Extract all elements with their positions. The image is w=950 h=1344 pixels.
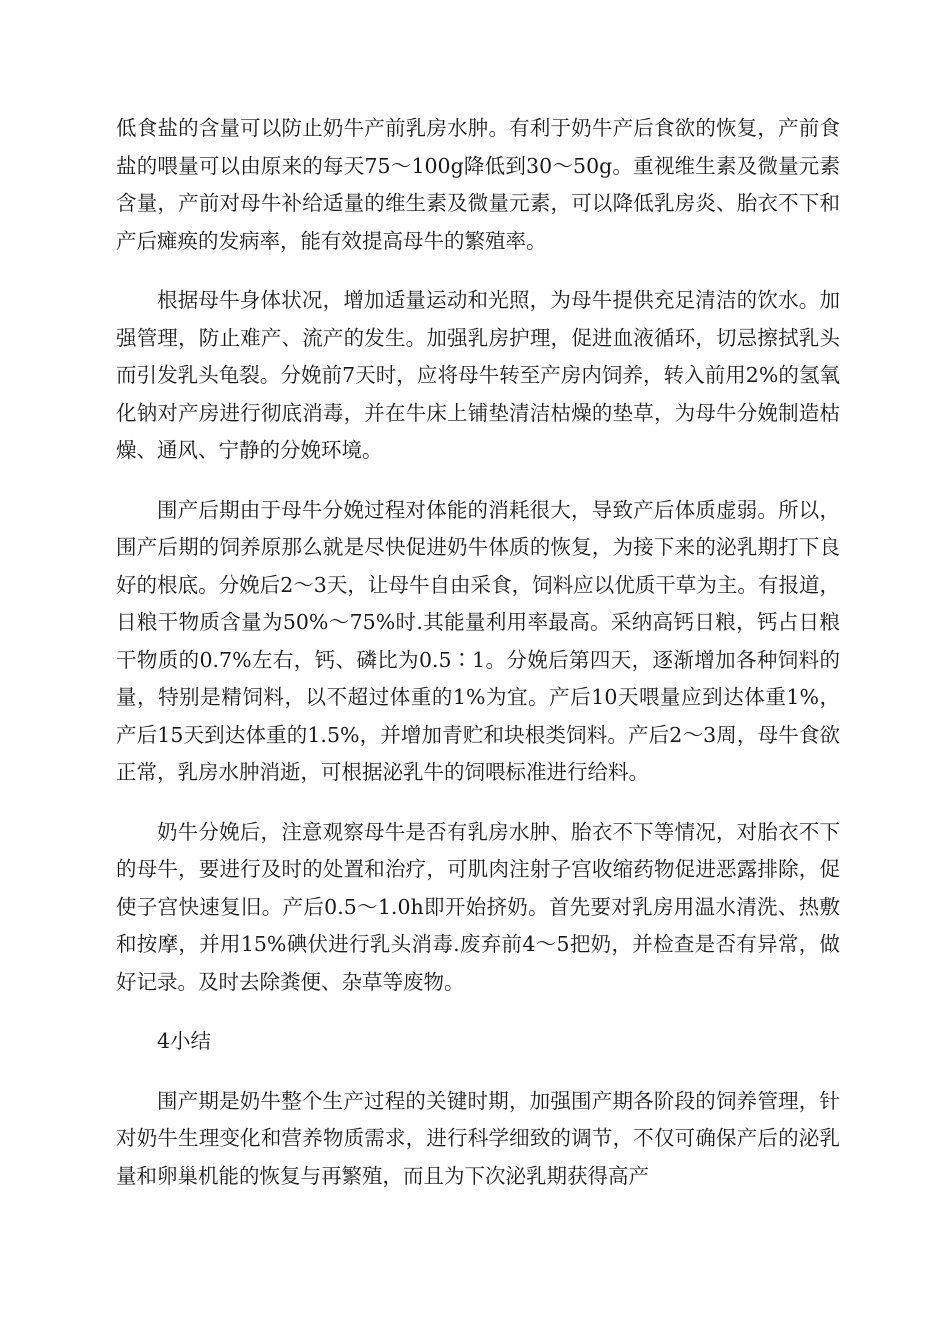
paragraph-summary: 围产期是奶牛整个生产过程的关键时期，加强围产期各阶段的饲养管理，针对奶牛生理变化和营养物质需求，进行科学细致的调节，不仅可确保产后的泌乳量和卵巢机能的恢复与再繁殖，而且为下次泌乳期获得高产 bbox=[116, 1088, 840, 1188]
section-heading-summary: 4小结 bbox=[157, 1029, 212, 1053]
paragraph-salt-vitamins: 低食盐的含量可以防止奶牛产前乳房水肿。有利于奶牛产后食欲的恢复，产前食盐的喂量可以由原来的每天75～100g降低到30～50g。重视维生素及微量元素含量，产前对母牛补给适量的维生素及微量元素，可以降低乳房炎、胎衣不下和产后瘫痪的发病率，能有效提高母牛的繁殖率。 bbox=[116, 116, 840, 253]
paragraph-postpartum-care: 奶牛分娩后，注意观察母牛是否有乳房水肿、胎衣不下等情况，对胎衣不下的母牛，要进行及时的处置和治疗，可肌肉注射子宫收缩药物促进恶露排除，促使子宫快速复旧。产后0.5～1.0h即开始挤奶。首先要对乳房用温水清洗、热敷和按摩，并用15%碘伏进行乳头消毒.废弃前4～5把奶，并检查是否有异常，做好记录。及时去除粪便、杂草等废物。 bbox=[116, 819, 840, 994]
document-body bbox=[116, 110, 840, 1217]
paragraph-postpartum-feeding: 围产后期由于母牛分娩过程对体能的消耗很大，导致产后体质虚弱。所以，围产后期的饲养原那么就是尽快促进奶牛体质的恢复，为接下来的泌乳期打下良好的根底。分娩后2～3天，让母牛自由采食，饲料应以优质干草为主。有报道，日粮干物质含量为50%～75%时.其能量利用率最高。采纳高钙日粮，钙占日粮干物质的0.7%左右，钙、磷比为0.5∶1。分娩后第四天，逐渐增加各种饲料的量，特别是精饲料，以不超过体重的1%为宜。产后10天喂量应到达体重1%，产后15天到达体重的1.5%，并增加青贮和块根类饲料。产后2～3周，母牛食欲正常，乳房水肿消逝，可根据泌乳牛的饲喂标准进行给料。 bbox=[116, 497, 840, 784]
paragraph-prepartum-management: 根据母牛身体状况，增加适量运动和光照，为母牛提供充足清洁的饮水。加强管理，防止难产、流产的发生。加强乳房护理，促进血液循环，切忌擦拭乳头而引发乳头龟裂。分娩前7天时，应将母牛转至产房内饲养，转入前用2%的氢氧化钠对产房进行彻底消毒，并在牛床上铺垫清洁枯燥的垫草，为母牛分娩制造枯燥、通风、宁静的分娩环境。 bbox=[116, 288, 840, 462]
